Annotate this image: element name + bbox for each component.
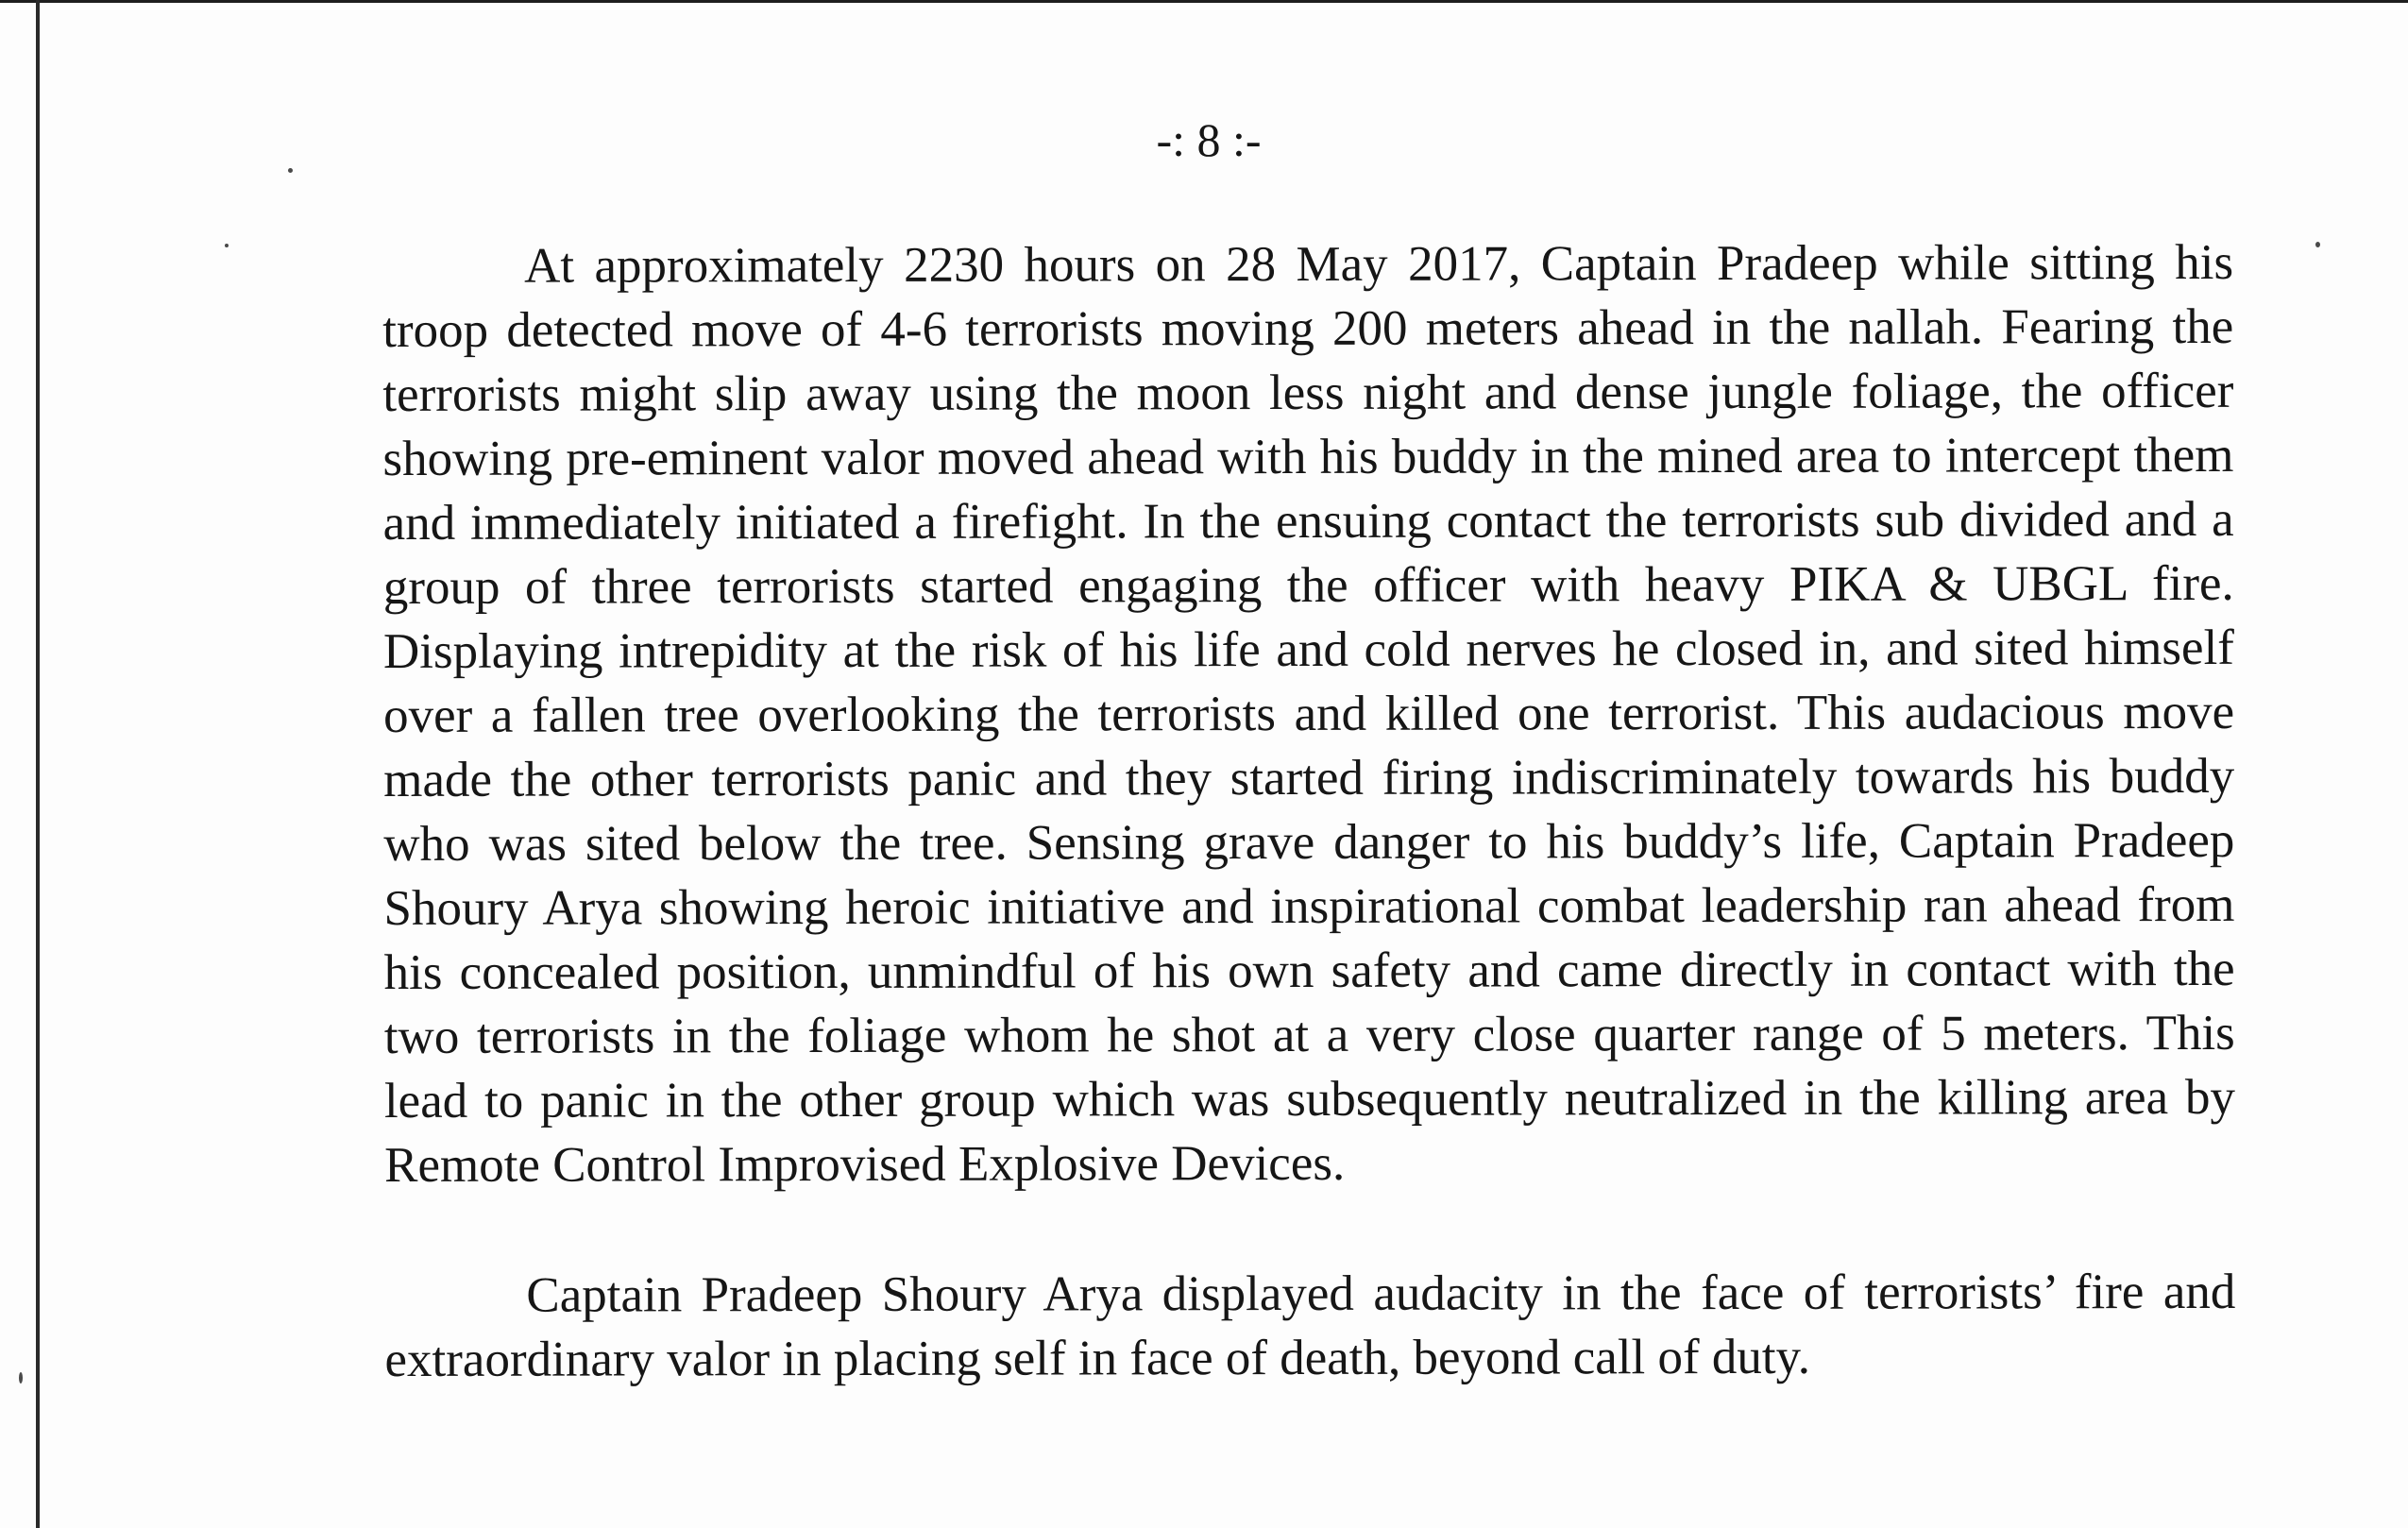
paragraph-action-account: At approximately 2230 hours on 28 May 2017, Captain Pradeep while sitting his troop detected move of 4-6 terrorists moving 200 meters ahead in the nallah. Fearing the terrorists might slip away using the moon less night and dense jungle foliage, the officer showing pre-eminent valor moved ahead with his buddy in the mined area to intercept them and immediately initiated a firefight. In the ensuing contact the terrorists sub divided and a group of three terrorists started engaging the officer with heavy PIKA & UBGL fire. Displaying intrepidity at the risk of his life and cold nerves he closed in, and sited himself over a fallen tree overlooking the terrorists and killed one terrorist. This audacious move made the other terrorists panic and they started firing indiscriminately towards his buddy who was sited below the tree. Sensing grave danger to his buddy’s life, Captain Pradeep Shoury Arya showing heroic initiative and inspirational combat leadership ran ahead from his concealed position, unmindful of his own safety and came directly in contact with the two terrorists in the foliage whom he shot at a very close quarter range of 5 meters. This lead to panic in the other group which was subsequently neutralized in the killing area by Remote Control Improvised Explosive Devices.: [382, 234, 2235, 1193]
page-left-edge: [36, 0, 40, 1528]
page-number: -: 8 :-: [1156, 113, 1262, 166]
scan-speck: [288, 168, 293, 173]
scan-speck: [225, 244, 229, 247]
document-body: [382, 230, 2236, 1392]
page-top-edge: [0, 0, 2408, 3]
scan-speck: [2315, 242, 2320, 247]
paragraph-citation-summary: Captain Pradeep Shoury Arya displayed audacity in the face of terrorists’ fire and extraordinary valor in placing self in face of death, beyond call of duty.: [384, 1264, 2236, 1387]
scan-speck: [19, 1372, 23, 1384]
